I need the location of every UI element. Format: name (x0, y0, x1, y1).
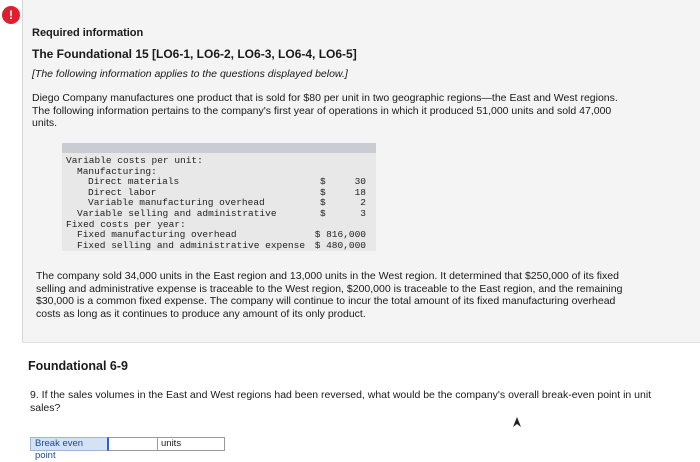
table-row-label: Direct materials (88, 176, 180, 188)
table-row-value: 18 (354, 186, 366, 198)
table-row-value: $ 480,000 (314, 239, 366, 251)
table-row-label: Variable costs per unit: (66, 155, 203, 166)
break-even-input[interactable] (107, 437, 158, 451)
question-text: 9. If the sales volumes in the East and West regions had been reversed, what would be the company's overall break-even point in unit sales? (30, 389, 652, 414)
table-row-label: Manufacturing: (77, 165, 157, 177)
units-label: units (157, 437, 225, 451)
intro-paragraph: Diego Company manufactures one product that is sold for $80 per unit in two geographic regions—the East and West regions. The following information pertains to the company's first year of operations in which it produced 51,000 units and sold 47,000 units. (32, 92, 618, 129)
table-row-value: 3 (360, 208, 366, 219)
table-row-value: 30 (354, 176, 366, 188)
mouse-pointer-icon (512, 416, 522, 428)
table-row-dollar: $ (320, 208, 326, 219)
break-even-label: Break even point (30, 437, 108, 451)
alert-icon: ! (2, 6, 20, 24)
table-row-label: Variable selling and administrative (77, 208, 277, 219)
table-row-value: 2 (360, 197, 366, 209)
required-information-heading: Required information (32, 27, 144, 39)
details-paragraph: The company sold 34,000 units in the East region and 13,000 units in the West region. It determined that $250,000 of its fixed selling and administrative expense is traceable to the West region, $200,000 is traceable to the East region, and the remaining $30,000 is a common fixed expense. The company will continue to incur the total amount of its fixed manufacturing overhead costs as long as it continues to produce any amount of its only product. (36, 270, 623, 320)
applies-note: [The following information applies to the questions displayed below.] (32, 68, 348, 80)
table-row-label: Direct labor (88, 186, 157, 198)
table-row-dollar: $ (320, 197, 326, 209)
table-header-bar (62, 143, 376, 153)
table-row-dollar: $ (320, 186, 326, 198)
answer-row (30, 437, 225, 461)
table-row-label: Fixed manufacturing overhead (77, 229, 237, 241)
table-row-label: Fixed costs per year: (66, 218, 186, 230)
table-row-label: Fixed selling and administrative expense (77, 239, 306, 251)
table-row-value: $ 816,000 (314, 229, 366, 241)
section-title: Foundational 6-9 (28, 359, 128, 373)
table-row-dollar: $ (320, 176, 326, 188)
cost-data-table (62, 143, 376, 251)
table-row-label: Variable manufacturing overhead (88, 197, 265, 209)
problem-title: The Foundational 15 [LO6-1, LO6-2, LO6-3, LO6-4, LO6-5] (32, 47, 357, 61)
